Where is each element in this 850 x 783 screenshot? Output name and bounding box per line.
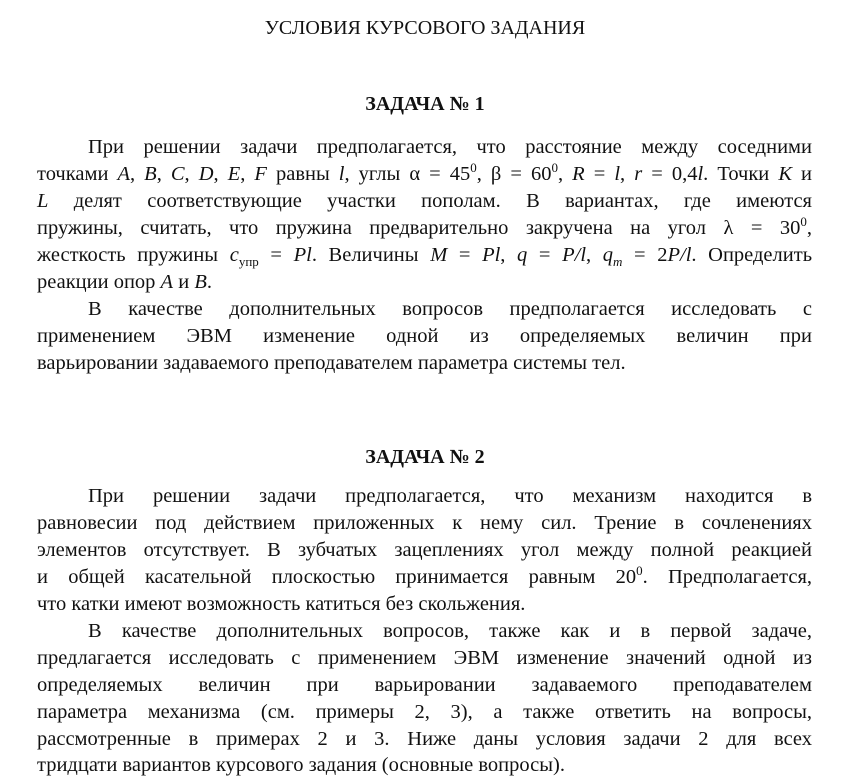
text-line	[88, 134, 812, 160]
text-segment: , β = 60	[476, 163, 552, 185]
text-segment: .	[206, 271, 212, 293]
text-segment: элементов отсутствует. В зубчатых зацеплениях угол между полной реакцией	[37, 539, 812, 561]
formula-symbol: A	[160, 271, 174, 293]
text-line	[37, 537, 812, 563]
formula-symbol: B	[144, 163, 157, 185]
formula-symbol: K	[778, 163, 793, 185]
text-segment: равновесии под действием приложенных к нему сил. Трение в сочленениях	[37, 512, 812, 534]
text-segment: = 2	[622, 244, 668, 266]
formula-symbol: 0	[636, 563, 643, 579]
text-segment: точками	[37, 163, 118, 185]
text-segment: =	[584, 163, 615, 185]
text-segment: ,	[129, 163, 145, 185]
formula-symbol: r	[634, 163, 643, 185]
text-segment: делят соответствующие участки пополам. В вариантах, где имеются	[48, 190, 812, 212]
formula-symbol: m	[613, 254, 623, 270]
formula-symbol: F	[254, 163, 267, 185]
formula-symbol: 0	[800, 214, 807, 230]
text-segment: тридцати вариантов курсового задания (основные вопросы).	[37, 754, 565, 776]
text-segment: При решении задачи предполагается, что расстояние между соседними	[88, 136, 812, 158]
text-segment: ,	[500, 244, 518, 266]
text-line	[37, 726, 812, 752]
formula-symbol: B	[194, 271, 207, 293]
formula-symbol: l	[338, 163, 345, 185]
text-line	[37, 510, 812, 536]
text-segment: ,	[213, 163, 228, 185]
text-segment: ,	[806, 217, 812, 239]
text-segment: применением ЭВМ изменение одной из определяемых величин при	[37, 325, 812, 347]
formula-symbol: Pl	[482, 244, 501, 266]
text-line	[37, 188, 812, 214]
text-segment: ,	[156, 163, 171, 185]
text-line	[37, 699, 812, 725]
text-segment: варьировании задаваемого преподавателем параметра системы тел.	[37, 352, 626, 374]
formula-symbol: A	[117, 163, 130, 185]
formula-symbol: Pl	[293, 244, 312, 266]
formula-symbol: P/l	[562, 244, 587, 266]
text-segment: =	[258, 244, 294, 266]
text-segment: рассмотренные в примерах 2 и 3. Ниже даны условия задачи 2 для всех	[37, 728, 812, 750]
text-segment: что катки имеют возможность катиться без скольжения.	[37, 593, 526, 615]
text-segment: параметра механизма (см. примеры 2, 3), а также ответить на вопросы,	[37, 701, 812, 723]
text-segment: и	[792, 163, 813, 185]
formula-symbol: L	[37, 190, 49, 212]
text-line	[37, 591, 812, 617]
formula-symbol: q	[517, 244, 528, 266]
text-segment: ,	[240, 163, 255, 185]
text-line	[88, 618, 812, 644]
document-title: УСЛОВИЯ КУРСОВОГО ЗАДАНИЯ	[264, 17, 586, 39]
text-line	[37, 242, 812, 268]
text-segment: и общей касательной плоскостью принимается равным 20	[37, 566, 637, 588]
text-line	[37, 161, 812, 187]
formula-symbol: R	[572, 163, 585, 185]
text-line	[37, 350, 812, 376]
formula-symbol: l	[697, 163, 704, 185]
text-line	[37, 215, 812, 241]
formula-symbol: E	[227, 163, 241, 185]
text-line	[88, 296, 812, 322]
formula-symbol: 0	[551, 160, 558, 176]
text-segment: реакции опор	[37, 271, 161, 293]
formula-symbol: c	[229, 244, 239, 266]
text-segment: пружины, считать, что пружина предварительно закручена на угол λ = 30	[37, 217, 801, 239]
formula-symbol: l	[614, 163, 621, 185]
text-segment: . Точки	[703, 163, 779, 185]
text-segment: =	[527, 244, 563, 266]
text-segment: . Предполагается,	[642, 566, 813, 588]
text-segment: , углы α = 45	[344, 163, 471, 185]
formula-symbol: упр	[238, 254, 259, 270]
text-line	[37, 269, 812, 295]
text-line	[37, 323, 812, 349]
text-line	[88, 483, 812, 509]
text-segment: и	[173, 271, 195, 293]
text-segment: =	[447, 244, 483, 266]
text-line	[37, 672, 812, 698]
formula-symbol: 0	[470, 160, 477, 176]
text-segment: предлагается исследовать с применением ЭВМ изменение значений одной из	[37, 647, 812, 669]
formula-symbol: D	[198, 163, 214, 185]
task2-heading: ЗАДАЧА № 2	[365, 446, 485, 468]
text-line	[37, 564, 812, 590]
text-segment: ,	[557, 163, 573, 185]
formula-symbol: P/l	[667, 244, 692, 266]
text-segment: ,	[586, 244, 603, 266]
text-line	[37, 645, 812, 671]
text-segment: ,	[184, 163, 199, 185]
text-segment: определяемых величин при варьировании задаваемого преподавателем	[37, 674, 812, 696]
text-segment: . Определить	[691, 244, 813, 266]
text-segment: жесткость пружины	[37, 244, 230, 266]
text-line	[37, 752, 812, 778]
text-segment: В качестве дополнительных вопросов, также как и в первой задаче,	[88, 620, 812, 642]
formula-symbol: M	[430, 244, 448, 266]
text-segment: равны	[266, 163, 339, 185]
text-segment: ,	[620, 163, 635, 185]
formula-symbol: q	[602, 244, 614, 266]
task1-heading: ЗАДАЧА № 1	[365, 93, 485, 115]
text-segment: При решении задачи предполагается, что механизм находится в	[88, 485, 812, 507]
formula-symbol: C	[170, 163, 185, 185]
text-segment: = 0,4	[642, 163, 698, 185]
text-segment: В качестве дополнительных вопросов предполагается исследовать с	[88, 298, 812, 320]
text-segment: . Величины	[311, 244, 431, 266]
